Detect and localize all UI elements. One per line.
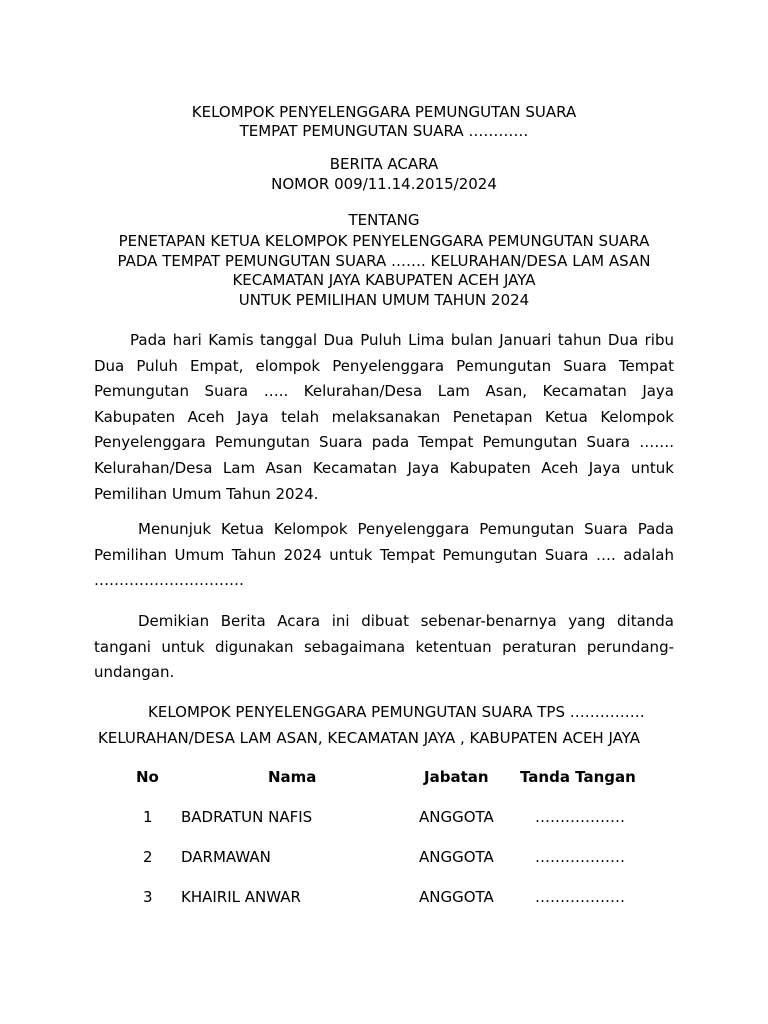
row-signature: ……………… bbox=[535, 808, 625, 826]
row-number: 3 bbox=[143, 888, 153, 906]
row-name: BADRATUN NAFIS bbox=[181, 808, 313, 826]
row-position: ANGGOTA bbox=[419, 808, 494, 826]
table-header-no: No bbox=[136, 768, 159, 786]
paragraph-line: ………………………… bbox=[94, 571, 244, 590]
paragraph-line: Demikian Berita Acara ini dibuat sebenar-benarnya yang ditanda bbox=[138, 612, 674, 630]
paragraph-line: Dua Puluh Empat, elompok Penyelenggara Pemungutan Suara Tempat bbox=[94, 356, 674, 375]
subject-line4: UNTUK PEMILIHAN UMUM TAHUN 2024 bbox=[238, 291, 530, 309]
row-position: ANGGOTA bbox=[419, 848, 494, 866]
paragraph-line: Pada hari Kamis tanggal Dua Puluh Lima bulan Januari tahun Dua ribu bbox=[130, 331, 674, 349]
paragraph-line: Kabupaten Aceh Jaya telah melaksanakan Penetapan Ketua Kelompok bbox=[94, 407, 674, 426]
row-signature: ……………… bbox=[535, 888, 625, 906]
subject-line2: PADA TEMPAT PEMUNGUTAN SUARA ……. KELURAHAN/DESA LAM ASAN bbox=[117, 252, 651, 270]
paragraph-line: Pemilihan Umum Tahun 2024 untuk Tempat Pemungutan Suara …. adalah bbox=[94, 545, 674, 564]
org-name-line2: TEMPAT PEMUNGUTAN SUARA ………… bbox=[239, 122, 529, 140]
row-name: KHAIRIL ANWAR bbox=[181, 888, 301, 906]
body-paragraph-2 bbox=[94, 517, 674, 594]
body-paragraph-3 bbox=[94, 609, 674, 686]
signatory-line2: KELURAHAN/DESA LAM ASAN, KECAMATAN JAYA , KABUPATEN ACEH JAYA bbox=[98, 729, 640, 747]
subject-line1: PENETAPAN KETUA KELOMPOK PENYELENGGARA PEMUNGUTAN SUARA bbox=[118, 232, 650, 250]
paragraph-line: Kelurahan/Desa Lam Asan Kecamatan Jaya Kabupaten Aceh Jaya untuk bbox=[94, 458, 674, 477]
subject-line3: KECAMATAN JAYA KABUPATEN ACEH JAYA bbox=[232, 271, 536, 289]
row-number: 2 bbox=[143, 848, 153, 866]
row-position: ANGGOTA bbox=[419, 888, 494, 906]
paragraph-line: undangan. bbox=[94, 663, 175, 682]
subject-label: TENTANG bbox=[348, 211, 420, 229]
signatory-line1: KELOMPOK PENYELENGGARA PEMUNGUTAN SUARA TPS …………… bbox=[148, 703, 645, 721]
row-signature: ……………… bbox=[535, 848, 625, 866]
document-title: BERITA ACARA bbox=[329, 155, 439, 173]
row-name: DARMAWAN bbox=[181, 848, 271, 866]
org-name-line1: KELOMPOK PENYELENGGARA PEMUNGUTAN SUARA bbox=[191, 103, 577, 121]
document-number: NOMOR 009/11.14.2015/2024 bbox=[271, 175, 497, 193]
paragraph-line: Penyelenggara Pemungutan Suara pada Tempat Pemungutan Suara ……. bbox=[94, 433, 674, 452]
paragraph-line: Pemilihan Umum Tahun 2024. bbox=[94, 484, 319, 503]
paragraph-line: Menunjuk Ketua Kelompok Penyelenggara Pemungutan Suara Pada bbox=[138, 520, 674, 538]
body-paragraph-1 bbox=[94, 328, 674, 507]
table-header-nama: Nama bbox=[268, 768, 317, 786]
row-number: 1 bbox=[143, 808, 153, 826]
paragraph-line: tangani untuk digunakan sebagaimana ketentuan peraturan perundang- bbox=[94, 637, 674, 656]
table-header-jabatan: Jabatan bbox=[424, 768, 489, 786]
paragraph-line: Pemungutan Suara ….. Kelurahan/Desa Lam Asan, Kecamatan Jaya bbox=[94, 382, 674, 401]
table-header-tanda-tangan: Tanda Tangan bbox=[520, 768, 636, 786]
